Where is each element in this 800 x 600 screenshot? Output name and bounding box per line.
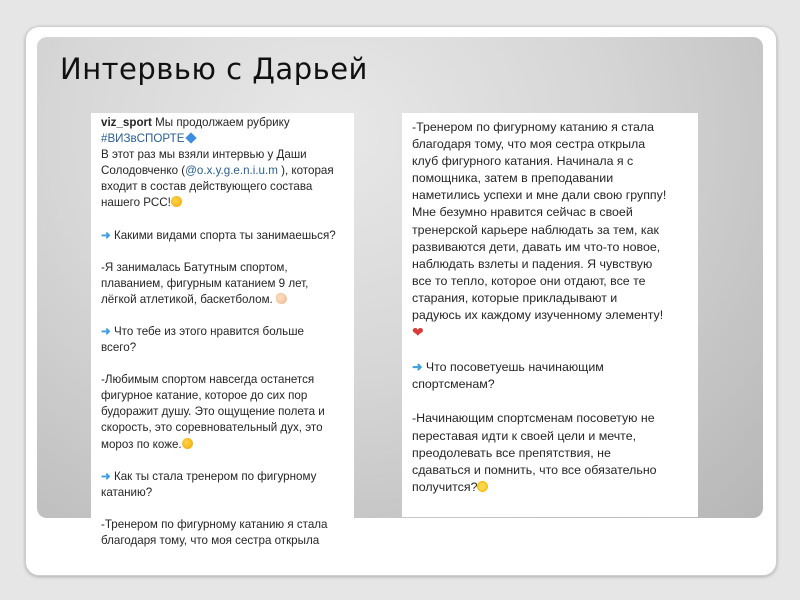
left-post-screenshot — [91, 113, 354, 547]
post-answer-line: переставая идти к своей цели и мечте, — [412, 428, 637, 443]
post-text: мороз по коже. — [101, 437, 182, 451]
question-text: Что тебе из этого нравится больше — [113, 324, 304, 338]
post-answer-line: благодаря тому, что моя сестра открыла — [412, 137, 646, 152]
post-username: viz_sport — [101, 116, 152, 129]
post-caption-line: входит в состав действующего состава — [101, 180, 313, 194]
post-answer-line: -Любимым спортом навсегда останется — [101, 373, 315, 387]
arrow-right-icon: ➜ — [412, 360, 423, 375]
post-caption-line — [101, 195, 344, 211]
post-answer-line: -Тренером по фигурному катанию я стала — [412, 120, 655, 134]
post-caption-line — [101, 163, 344, 179]
post-answer-line: плаванием, фигурным катанием 9 лет, — [101, 276, 309, 290]
post-answer-line: клуб фигурного катания. Начинала я с — [412, 154, 634, 169]
question-text: Что посоветуешь начинающим — [425, 360, 604, 375]
post-text: нашего РСС! — [101, 196, 171, 210]
blue-diamond-icon — [186, 132, 197, 143]
post-answer-line — [101, 292, 344, 308]
post-answer-line: преодолевать все препятствия, не — [412, 445, 611, 460]
post-question — [101, 324, 344, 340]
post-text: лёгкой атлетикой, баскетболом. — [101, 292, 273, 306]
post-answer-line: -Тренером по фигурному катанию я стала — [101, 517, 328, 531]
post-answer-line — [412, 479, 690, 496]
post-intro-text: Мы продолжаем рубрику — [151, 116, 290, 129]
post-answer-line: сдаваться и помнить, что все обязательно — [412, 462, 657, 477]
heart-icon: ❤ — [412, 324, 424, 341]
post-answer-line: наблюдать взлеты и падения. Я чувствую — [412, 256, 653, 271]
post-text: ), которая — [277, 164, 334, 178]
post-answer-line: помощника, затем в преподавании — [412, 171, 614, 186]
post-answer-line: фигурное катание, которое до сих пор — [101, 389, 308, 403]
smile-emoji-icon — [182, 438, 193, 449]
slide-title: Интервью с Дарьей — [60, 52, 368, 86]
post-question — [101, 469, 344, 485]
sparkle-emoji-icon — [477, 481, 488, 492]
post-answer-line: тренерской карьере наблюдать за тем, как — [412, 222, 659, 237]
muscle-emoji-icon — [276, 293, 287, 304]
heart-line — [412, 324, 690, 342]
arrow-right-icon: ➜ — [101, 228, 111, 242]
post-answer-line: радуюсь их каждому изученному элементу! — [412, 308, 664, 323]
post-question-line: спортсменам? — [412, 377, 495, 392]
post-question-line: всего? — [101, 341, 137, 355]
post-text: получится? — [412, 479, 478, 494]
smile-emoji-icon — [171, 196, 182, 207]
post-answer-line: старания, которые прикладывают и — [412, 290, 618, 305]
post-hashtag: #ВИЗвСПОРТЕ — [101, 132, 185, 146]
post-answer-line: будоражит душу. Это ощущение полета и — [101, 405, 325, 419]
post-answer-line: наметились успехи и мне дали свою группу! — [412, 188, 667, 203]
post-question — [101, 228, 344, 244]
post-answer-line: -Я занималась Батутным спортом, — [101, 260, 288, 274]
post-answer-line: развиваются дети, давать им что-то новое, — [412, 239, 661, 254]
post-answer-line: Мне безумно нравится сейчас в своей — [412, 205, 633, 220]
post-caption-line — [101, 131, 344, 147]
post-question — [412, 359, 690, 376]
post-question-line: катанию? — [101, 485, 153, 499]
post-caption-line: В этот раз мы взяли интервью у Даши — [101, 148, 307, 162]
post-answer-line — [101, 437, 344, 453]
post-mention: @o.x.y.g.e.n.i.u.m — [185, 164, 278, 178]
post-answer-line: скорость, это соревновательный дух, это — [101, 421, 323, 435]
post-answer-line: благодаря тому, что моя сестра открыла — [101, 533, 320, 547]
arrow-right-icon: ➜ — [101, 469, 111, 483]
post-text: Солодовченко ( — [101, 164, 186, 178]
post-answer-line: все то тепло, которое они отдают, все те — [412, 273, 646, 288]
question-text: Какими видами спорта ты занимаешься? — [113, 228, 336, 242]
right-post-screenshot — [402, 113, 698, 517]
question-text: Как ты стала тренером по фигурному — [113, 469, 317, 483]
arrow-right-icon: ➜ — [101, 324, 111, 338]
post-caption-line — [101, 115, 344, 131]
post-answer-line: -Начинающим спортсменам посоветую не — [412, 411, 655, 426]
